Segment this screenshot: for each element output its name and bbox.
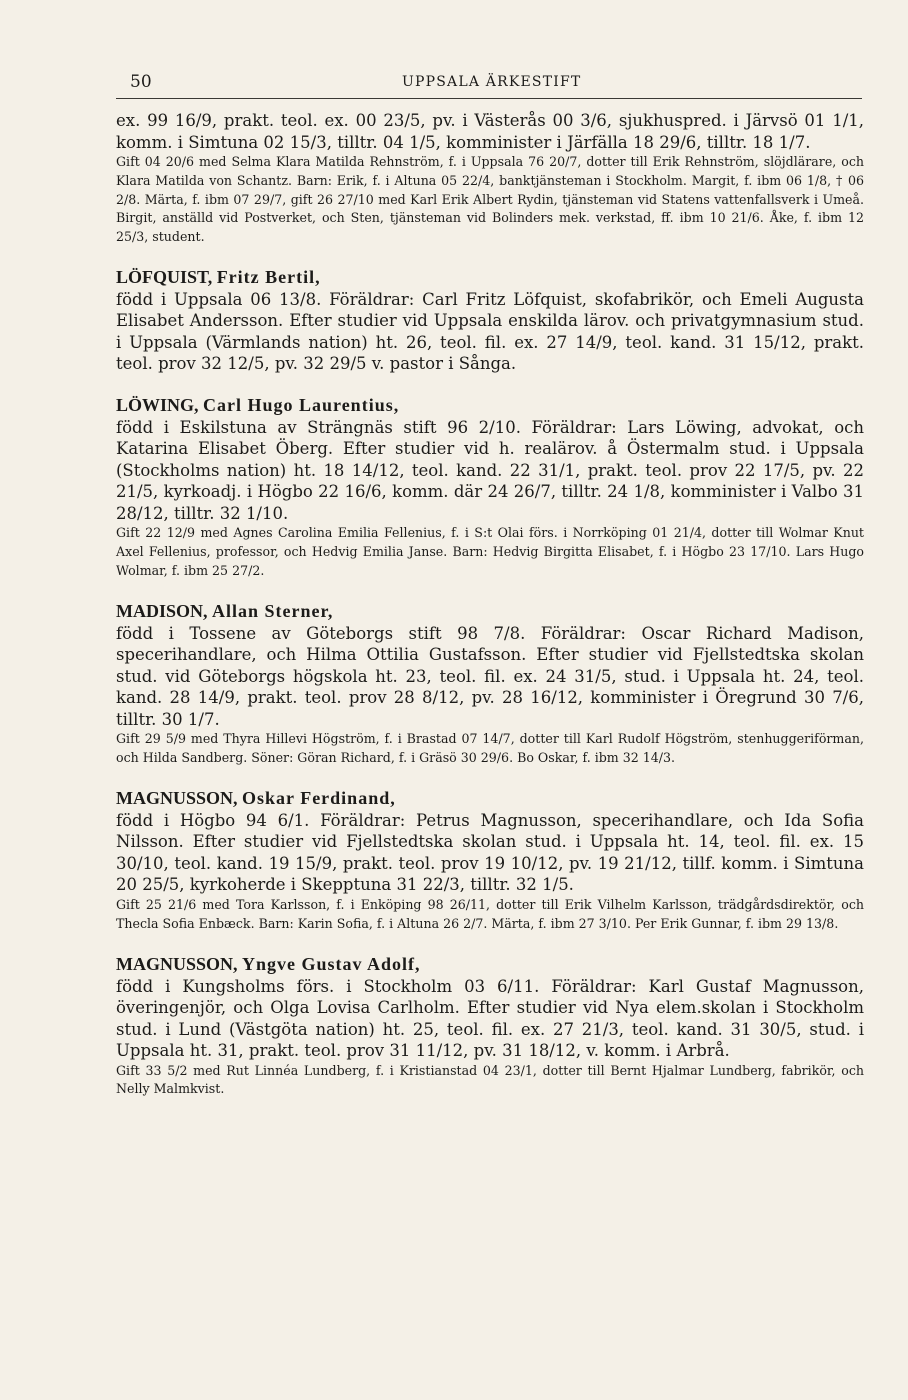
entry-biography: född i Uppsala 06 13/8. Föräldrar: Carl Fritz Löfquist, skofabrikör, och Emeli Augusta Elisabet Andersson. Efter studier vid Uppsala enskilda lärov. och privatgymnasium stud. i Uppsala (Värmlands nation) ht. 26, teol. fil. ex. 27 14/9, teol. kand. 31 15/12, prakt. teol. prov 32 12/5, pv. 32 29/5 v. pastor i Sånga. [116,289,864,374]
entry-biography: född i Kungsholms förs. i Stockholm 03 6/11. Föräldrar: Karl Gustaf Magnusson, överingenjör, och Olga Lovisa Carlholm. Efter studier vid Nya elem.skolan i Stockholm stud. i Lund (Västgöta nation) ht. 25, teol. fil. ex. 27 21/3, teol. kand. 31 30/5, stud. i Uppsala ht. 31, prakt. teol. prov 31 11/12, pv. 31 18/12, v. komm. i Arbrå. [116,976,864,1061]
entry-family: Gift 04 20/6 med Selma Klara Matilda Rehnström, f. i Uppsala 76 20/7, dotter till Erik Rehnström, slöjdlärare, och Klara Matilda von Schantz. Barn: Erik, f. i Altuna 05 22/4, banktjänsteman i Stockholm. Margit, f. ibm 06 1/8, † 06 2/8. Märta, f. ibm 07 29/7, gift 26 27/10 med Karl Erik Albert Rydin, tjänsteman vid Statens vattenfallsverk i Umeå. Birgit, anställd vid Postverket, och Sten, tjänsteman vid Bolinders mek. verkstad, ff. ibm 10 21/6. Åke, f. ibm 12 25/3, student. [116,154,864,245]
entry-surname: MAGNUSSON, [116,787,238,808]
entry-name [116,786,864,810]
page-header [116,68,860,98]
entry-given-names: Allan Sterner, [212,600,334,621]
entry-name [116,393,864,417]
entry-name [116,599,864,623]
entry-surname: MAGNUSSON, [116,953,238,974]
entry-name [116,265,864,289]
entry-madison [116,599,864,768]
entry-given-names: Carl Hugo Laurentius, [203,394,400,415]
entry-family: Gift 22 12/9 med Agnes Carolina Emilia Fellenius, f. i S:t Olai förs. i Norrköping 01 21/4, dotter till Wolmar Knut Axel Fellenius, professor, och Hedvig Emilia Janse. Barn: Hedvig Birgitta Elisabet, f. i Högbo 23 17/10. Lars Hugo Wolmar, f. ibm 25 27/2. [116,525,864,579]
entry-surname: LÖWING, [116,394,199,415]
entry-biography: född i Högbo 94 6/1. Föräldrar: Petrus Magnusson, specerihandlare, och Ida Sofia Nilsson. Efter studier vid Fjellstedtska skolan stud. i Uppsala ht. 14, teol. fil. ex. 15 30/10, teol. kand. 19 15/9, prakt. teol. prov 19 10/12, pv. 19 21/12, tillf. komm. i Simtuna 20 25/5, kyrkoherde i Skepptuna 31 22/3, tilltr. 32 1/5. [116,810,864,895]
entry-biography: född i Tossene av Göteborgs stift 98 7/8. Föräldrar: Oscar Richard Madison, specerihandlare, och Hilma Ottilia Gustafsson. Efter studier vid Fjellstedtska skolan stud. vid Göteborgs högskola ht. 23, teol. fil. ex. 24 31/5, stud. i Uppsala ht. 24, teol. kand. 28 14/9, prakt. teol. prov 28 8/12, pv. 28 16/12, komminister i Öregrund 30 7/6, tilltr. 30 1/7. [116,623,864,729]
entry-given-names: Fritz Bertil, [216,266,321,287]
header-rule [116,98,862,99]
entries [116,110,864,1117]
entry-biography: född i Eskilstuna av Strängnäs stift 96 2/10. Föräldrar: Lars Löwing, advokat, och Katarina Elisabet Öberg. Efter studier vid h. realärov. å Östermalm stud. i Uppsala (Stockholms nation) ht. 18 14/12, teol. kand. 22 31/1, prakt. teol. prov 22 17/5, pv. 22 21/5, kyrkoadj. i Högbo 22 16/6, komm. där 24 26/7, tilltr. 24 1/8, komminister i Valbo 31 28/12, tilltr. 32 1/10. [116,417,864,523]
entry-lowing [116,393,864,581]
entry-magnusson-yngve [116,952,864,1100]
entry-magnusson-oskar [116,786,864,934]
entry-surname: MADISON, [116,600,208,621]
entry-continuation [116,110,864,247]
entry-name [116,952,864,976]
page-number: 50 [130,72,152,92]
running-title: UPPSALA ÄRKESTIFT [402,74,582,90]
entry-family: Gift 33 5/2 med Rut Linnéa Lundberg, f. i Kristianstad 04 23/1, dotter till Bernt Hjalmar Lundberg, fabrikör, och Nelly Malmkvist. [116,1062,864,1097]
entry-family: Gift 25 21/6 med Tora Karlsson, f. i Enköping 98 26/11, dotter till Erik Vilhelm Karlsson, trädgårdsdirektör, och Thecla Sofia Enbæck. Barn: Karin Sofia, f. i Altuna 26 2/7. Märta, f. ibm 27 3/10. Per Erik Gunnar, f. ibm 29 13/8. [116,896,864,931]
entry-given-names: Yngve Gustav Adolf, [242,953,421,974]
entry-given-names: Oskar Ferdinand, [242,787,396,808]
entry-lofquist [116,265,864,375]
entry-biography: ex. 99 16/9, prakt. teol. ex. 00 23/5, pv. i Västerås 00 3/6, sjukhuspred. i Järvsö 01 1/1, komm. i Simtuna 02 15/3, tilltr. 04 1/5, komminister i Järfälla 18 29/6, tilltr. 18 1/7. [116,111,864,152]
entry-family: Gift 29 5/9 med Thyra Hillevi Högström, f. i Brastad 07 14/7, dotter till Karl Rudolf Högström, stenhuggeriförman, och Hilda Sandberg. Söner: Göran Richard, f. i Gräsö 30 29/6. Bo Oskar, f. ibm 32 14/3. [116,731,864,766]
entry-surname: LÖFQUIST, [116,266,213,287]
